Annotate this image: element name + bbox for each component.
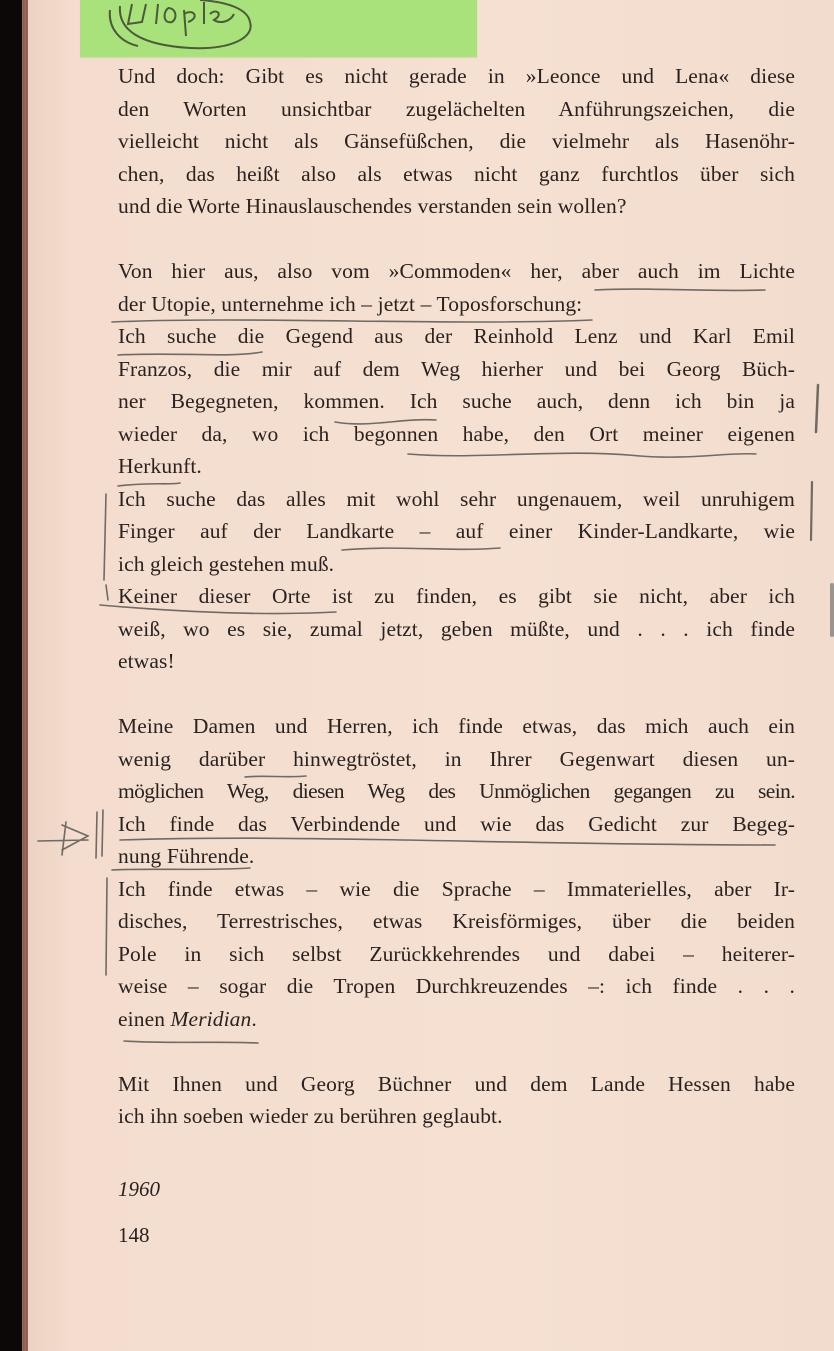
book-binding [0,0,22,1351]
text-line: Finger auf der Landkarte – auf einer Kinder-Landkarte, wie [118,519,795,543]
text-line: den Worten unsichtbar zugelächelten Anführungszeichen, die [118,96,795,121]
text-line: weiß, wo es sie, zumal jetzt, geben müßte, und . . . ich finde [118,616,795,641]
text-line: Und doch: Gibt es nicht gerade in »Leonce und Lena« diese [118,64,795,88]
text-line [118,1003,795,1036]
handwritten-utopie-drawing [80,0,477,57]
text-line: der Utopie, unternehme ich – jetzt – Toposforschung: [118,291,583,316]
text-line: vielleicht nicht als Gänsefüßchen, die vielmehr als Hasenöhr- [118,129,795,153]
text-line: Keiner dieser Orte ist zu finden, es gibt sie nicht, aber ich [118,584,795,608]
page-number: 148 [118,1222,150,1247]
text-line: Ich finde das Verbindende und wie das Gedicht zur Begeg- [118,811,795,836]
text-line: chen, das heißt also als etwas nicht ganz furchtlos über sich [118,161,795,186]
text-line: Ich suche das alles mit wohl sehr ungenauem, weil unruhigem [118,486,795,511]
text-fragment: einen [118,1006,166,1031]
text-line: disches, Terrestrisches, etwas Kreisförmiges, über die beiden [118,909,795,933]
text-line: wenig darüber hinwegtröstet, in Ihrer Gegenwart diesen un- [118,746,795,771]
text-line: etwas! [118,649,175,673]
paragraph [118,255,795,678]
text-line: ich ihn soeben wieder zu berühren geglaubt. [118,1104,503,1128]
text-line: weise – sogar die Tropen Durchkreuzendes –: ich finde . . . [118,974,795,998]
text-line: Mit Ihnen und Georg Büchner und dem Lande Hessen habe [118,1071,795,1096]
text-line: Ich suche die Gegend aus der Reinhold Lenz und Karl Emil [118,324,795,348]
year: 1960 [118,1176,160,1201]
text-line: Von hier aus, also vom »Commoden« her, aber auch im Lichte [118,259,795,283]
text-line: und die Worte Hinauslauschendes verstanden sein wollen? [118,194,627,218]
end-punct: . [251,1006,257,1031]
text-line: Meine Damen und Herren, ich finde etwas, das mich auch ein [118,714,795,738]
paragraph [118,710,795,1035]
paragraph [118,1068,795,1133]
italic-word-meridian: Meridian [170,1006,252,1031]
text-line: möglichen Weg, diesen Weg des Unmöglichen gegangen zu sein. [118,779,795,803]
body-text [118,60,795,1251]
text-line: wieder da, wo ich begonnen habe, den Ort meiner eigenen [118,421,795,446]
paragraph [118,60,795,223]
sticky-note [80,0,477,57]
text-line: nung Führende. [118,844,255,868]
text-line: ich gleich gestehen muß. [118,551,335,576]
text-line: Franzos, die mir auf dem Weg hierher und bei Georg Büch- [118,356,795,381]
text-line: Herkunft. [118,454,202,478]
text-line: ner Begegneten, kommen. Ich suche auch, denn ich bin ja [118,389,795,413]
text-line: Ich finde etwas – wie die Sprache – Immaterielles, aber Ir- [118,876,795,901]
text-line: Pole in sich selbst Zurückkehrendes und dabei – heiterer- [118,941,795,966]
